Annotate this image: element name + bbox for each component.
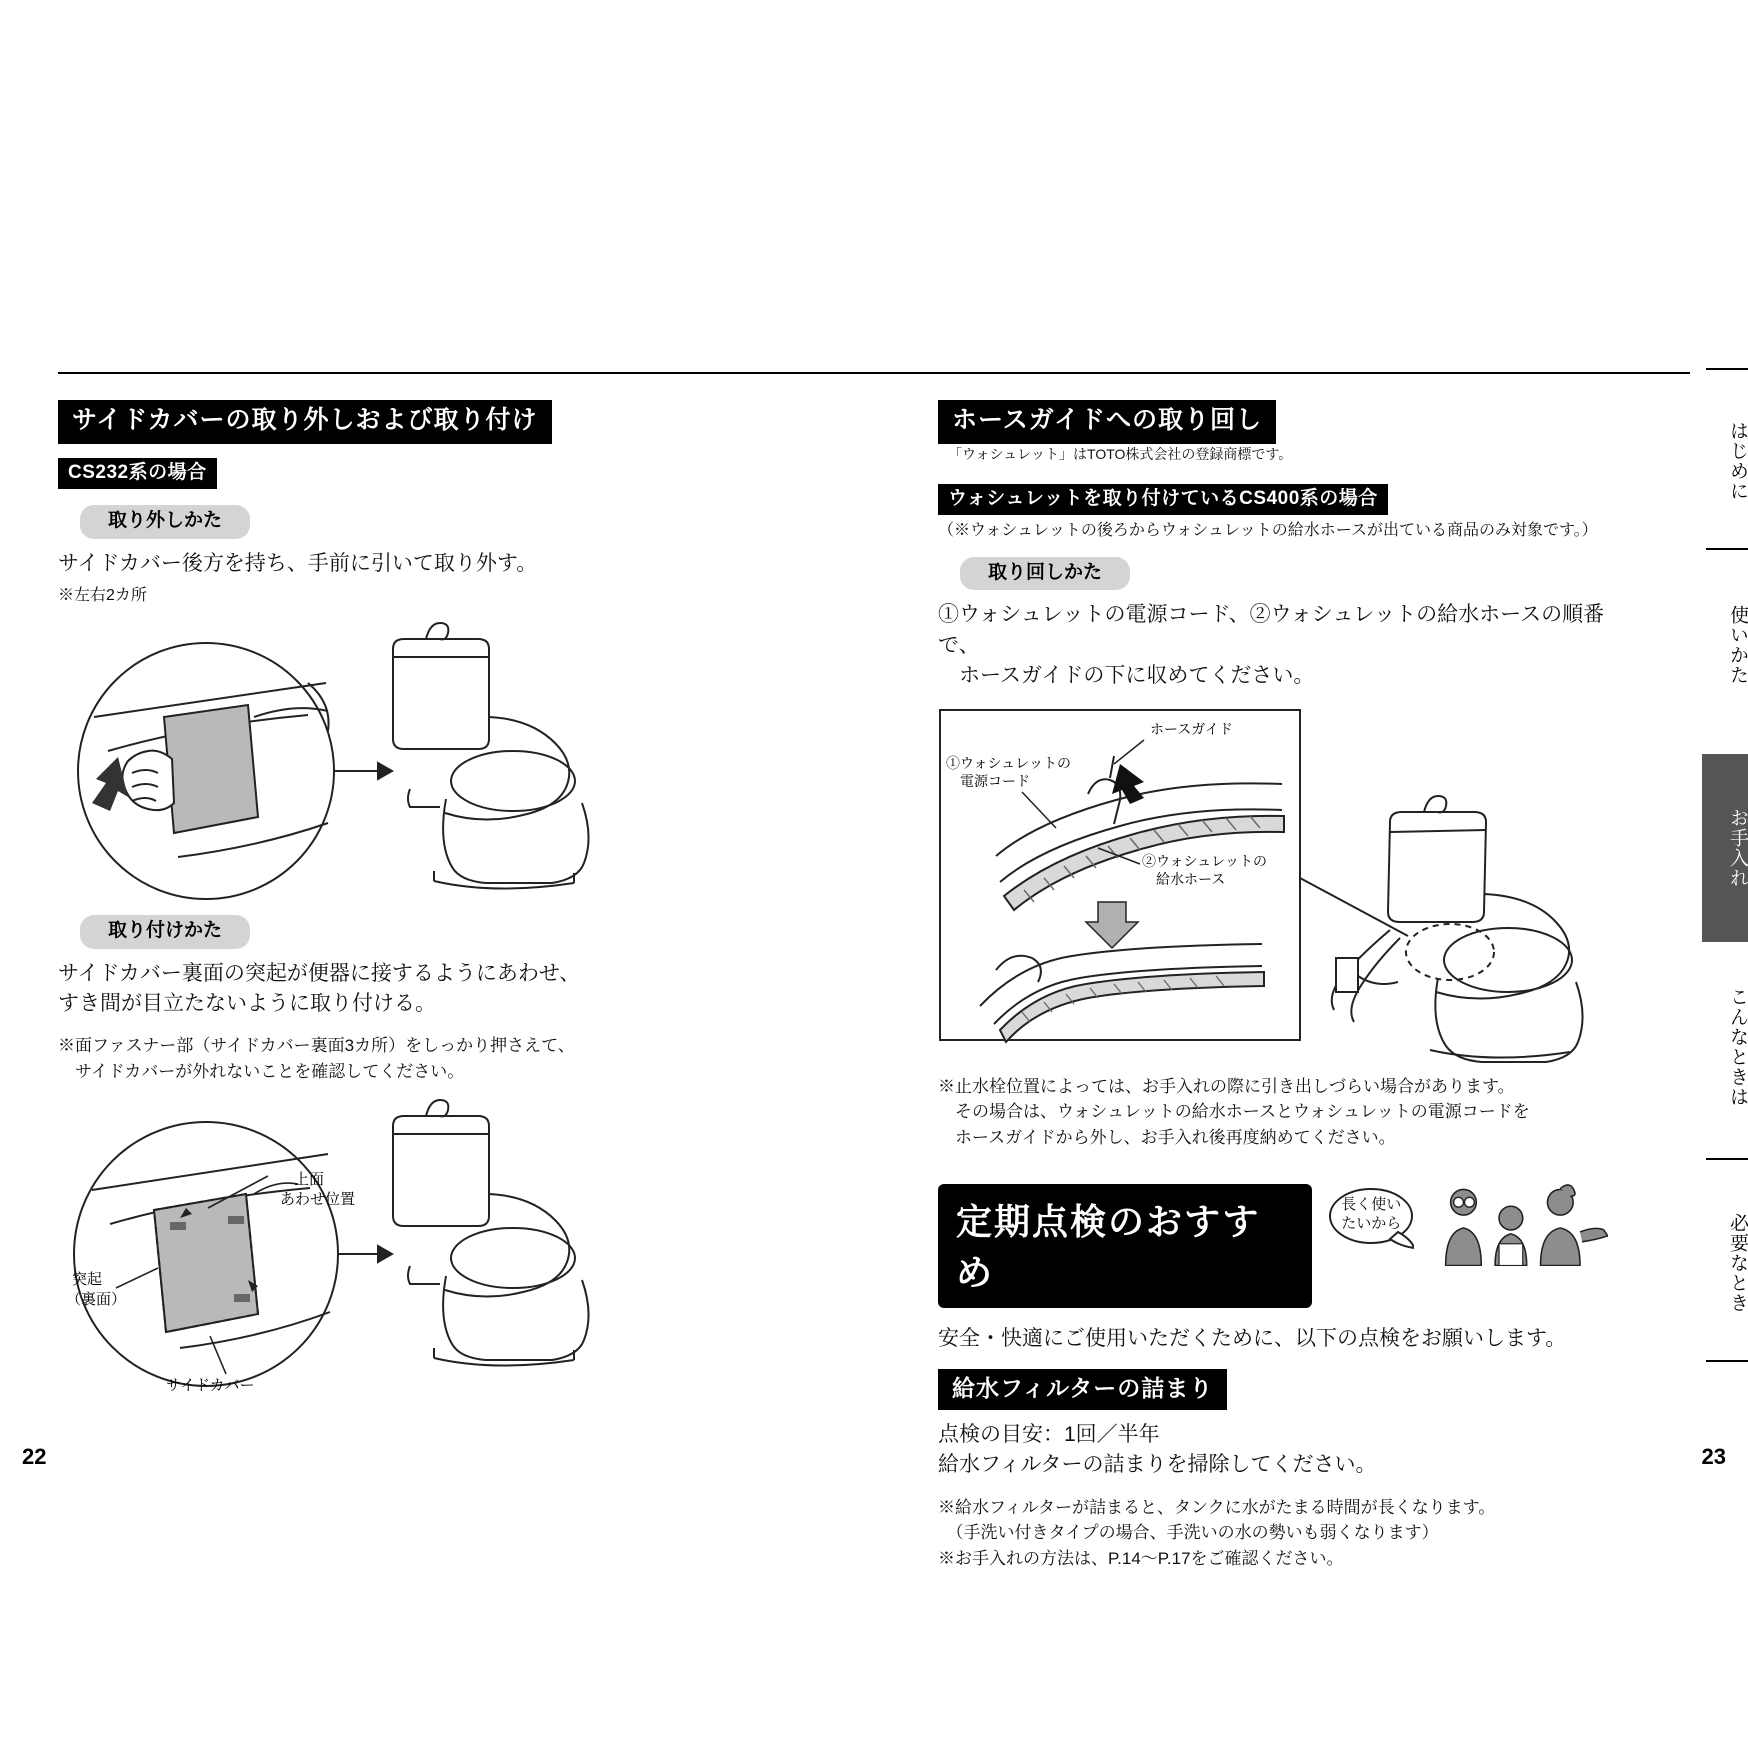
routing-body-line2: ホースガイドの下に収めてください。 xyxy=(938,664,1315,688)
inspection-lead: 安全・快適にご使用いただくために、以下の点検をお願いします。 xyxy=(938,1327,1567,1351)
label-side-cover: サイドカバー xyxy=(166,1377,255,1395)
inspection-block xyxy=(938,1184,1608,1571)
label-water-hose-1: ②ウォシュレットの xyxy=(1142,852,1268,869)
trademark-note: 「ウォシュレット」はTOTO株式会社の登録商標です。 xyxy=(948,445,1293,462)
routing-caution-line3: ホースガイドから外し、お手入れ後再度納めてください。 xyxy=(938,1127,1396,1147)
left-section-title: サイドカバーの取り外しおよび取り付け xyxy=(58,400,552,444)
install-body-line1: サイドカバー裏面の突起が便器に接するようにあわせ、 xyxy=(58,961,581,985)
right-column xyxy=(938,400,1608,1571)
tab-rule-2 xyxy=(1706,1158,1748,1160)
page-number-right: 23 xyxy=(1701,1444,1726,1469)
speech-line-1: 長く使い xyxy=(1341,1196,1402,1214)
side-tab-usage[interactable]: 使いかた xyxy=(1727,605,1748,685)
side-tab-when-needed[interactable]: 必要なとき xyxy=(1727,1213,1748,1313)
top-rule xyxy=(58,372,1690,374)
right-section-subtitle-note: （※ウォシュレットの後ろからウォシュレットの給水ホースが出ている商品のみ対象です。） xyxy=(938,522,1598,540)
removal-body: サイドカバー後方を持ち、手前に引いて取り外す。 xyxy=(58,552,538,576)
removal-figure xyxy=(58,621,848,901)
routing-caution-line2: その場合は、ウォシュレットの給水ホースとウォシュレットの電源コードを xyxy=(938,1102,1530,1122)
routing-label: 取り回しかた xyxy=(960,557,1130,591)
removal-label: 取り外しかた xyxy=(80,505,250,539)
label-align-position: あわせ位置 xyxy=(280,1191,356,1209)
install-figure xyxy=(58,1098,848,1398)
removal-note: ※左右2カ所 xyxy=(58,586,147,604)
install-label: 取り付けかた xyxy=(80,915,250,949)
tab-rule-top xyxy=(1706,368,1748,370)
label-back-side: （裏面） xyxy=(66,1291,127,1309)
routing-caution-line1: ※止水栓位置によっては、お手入れの際に引き出しづらい場合があります。 xyxy=(938,1076,1515,1096)
routing-body-line1: ①ウォシュレットの電源コード、②ウォシュレットの給水ホースの順番で、 xyxy=(938,603,1605,657)
speech-line-2: たいから xyxy=(1341,1214,1402,1232)
inspection-note-line3: ※お手入れの方法は、P.14〜P.17をご確認ください。 xyxy=(938,1548,1344,1568)
hose-guide-figure xyxy=(938,706,1608,1066)
label-power-cord-2: 電源コード xyxy=(946,772,1030,789)
side-tab-troubleshooting[interactable]: こんなときは xyxy=(1727,987,1748,1107)
side-tab-intro[interactable]: はじめに xyxy=(1727,421,1748,501)
install-body-line2: すき間が目立たないように取り付ける。 xyxy=(58,992,436,1016)
tab-rule-bottom xyxy=(1706,1360,1748,1362)
content-spread xyxy=(58,372,1690,1568)
tab-rule-1 xyxy=(1706,548,1748,550)
label-top-surface: 上面 xyxy=(294,1171,325,1189)
inspection-note-line1: ※給水フィルターが詰まると、タンクに水がたまる時間が長くなります。 xyxy=(938,1497,1496,1517)
right-section-title: ホースガイドへの取り回し xyxy=(938,400,1276,444)
label-protrusion: 突起 xyxy=(72,1271,103,1289)
label-water-hose-2: 給水ホース xyxy=(1142,870,1226,887)
inspection-body-line1: 点検の目安：1回／半年 xyxy=(938,1422,1160,1446)
inspection-banner: 定期点検のおすすめ xyxy=(938,1184,1312,1308)
left-column xyxy=(58,400,848,1398)
family-illustration xyxy=(1420,1184,1608,1266)
inspection-body-line2: 給水フィルターの詰まりを掃除してください。 xyxy=(938,1453,1377,1477)
side-tab-maintenance[interactable]: お手入れ xyxy=(1702,754,1748,942)
label-power-cord-1: ①ウォシュレットの xyxy=(946,754,1072,771)
left-section-subtitle: CS232系の場合 xyxy=(58,458,217,490)
side-tab-bar xyxy=(1690,368,1748,1378)
page-number-left: 22 xyxy=(22,1444,47,1469)
label-hose-guide: ホースガイド xyxy=(1150,720,1233,737)
inspection-note-line2: （手洗い付きタイプの場合、手洗いの水の勢いも弱くなります） xyxy=(938,1523,1439,1543)
install-note-line1: ※面ファスナー部（サイドカバー裏面3カ所）をしっかり押さえて、 xyxy=(58,1036,575,1056)
install-note-line2: サイドカバーが外れないことを確認してください。 xyxy=(58,1061,465,1081)
right-section-subtitle: ウォシュレットを取り付けているCS400系の場合 xyxy=(938,484,1388,516)
inspection-subhead: 給水フィルターの詰まり xyxy=(938,1369,1227,1410)
